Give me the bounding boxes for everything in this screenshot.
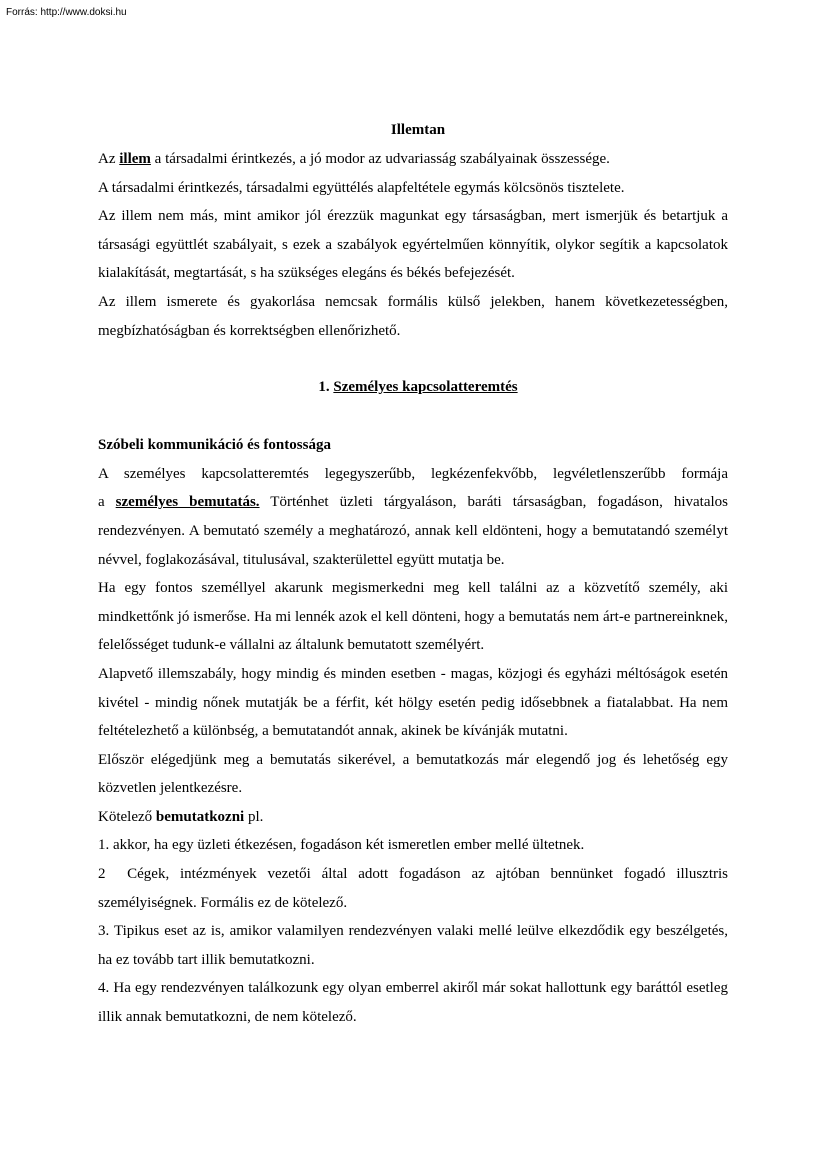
intro-p1-pre: Az xyxy=(98,151,120,167)
intro-paragraph-4: Az illem ismerete és gyakorlása nemcsak formális külső jelekben, hanem következetességben, megbízhatóságban és korrektségben ellenőrizhető. xyxy=(98,293,728,339)
subsection-paragraph-3: Alapvető illemszabály, hogy mindig és minden esetben - magas, közjogi és egyházi méltóságok esetén kivétel - mindig nőnek mutatják be a férfit, két hölgy esetén pedig idősebbnek a fiatalabbat. Ha nem feltételezhető a különbség, a bemutatandót annak, akinek be kívánják mutatni. xyxy=(98,665,728,740)
list-item: 3. Tipikus eset az is, amikor valamilyen rendezvényen valaki mellé leülve elkezdődik egy beszélgetés, ha ez tovább tart illik bemutatkozni. xyxy=(98,923,728,968)
list-item: 4. Ha egy rendezvényen találkozunk egy olyan emberrel akiről már sokat hallottunk egy baráttól esetleg illik annak bemutatkozni, de nem kötelező. xyxy=(98,980,728,1026)
subsection-paragraph-1-cont xyxy=(98,488,728,574)
sub-p5-pre: Kötelező xyxy=(98,808,156,825)
bemutatkozni-term: bemutatkozni xyxy=(155,808,245,825)
sub-p1-line1: A személyes kapcsolatteremtés legegyszerűbb, legkézenfekvőbb, legvéletlenszerűbb formája xyxy=(98,465,728,482)
document-title: Illemtan xyxy=(390,122,446,138)
source-label: Forrás: http://www.doksi.hu xyxy=(6,7,127,18)
list-item: 2 Cégek, intézmények vezetői által adott fogadáson az ajtóban bennünket fogadó illusztris személyiségnek. Formális ez de kötelező. xyxy=(98,866,732,911)
sub-p1-post: Történhet üzleti tárgyaláson, baráti társaságban, fogadáson, hivatalos rendezvényen. A bemutató személy a meghatározó, annak kell eldönteni, hogy a bemutatandó személyt névvel, foglakozásával, titulusával, szakterülettel együtt mutatja be. xyxy=(98,494,728,568)
intro-paragraph-3: Az illem nem más, mint amikor jól érezzük magunkat egy társaságban, mert ismerjük és betartjuk a társasági együttlét szabályait, s ezek a szabályok egyértelműen könnyítik, olykor segítik a kapcsolatok kialakítását, megtartását, s ha szükséges elegáns és békés befejezését. xyxy=(98,208,728,282)
subsection-paragraph-5 xyxy=(98,803,728,832)
intro-p1-post: a társadalmi érintkezés, a jó modor az udvariasság szabályainak összessége. xyxy=(150,151,610,167)
intro-paragraph-1 xyxy=(98,145,728,174)
sub-p5-post: pl. xyxy=(244,808,264,825)
bemutatas-term: személyes bemutatás. xyxy=(115,494,260,511)
intro-paragraph-2: A társadalmi érintkezés, társadalmi együttélés alapfeltétele egymás kölcsönös tisztelete. xyxy=(98,179,625,196)
document-page xyxy=(98,116,732,1032)
subsection-paragraph-4: Először elégedjünk meg a bemutatás sikerével, a bemutatkozás már elegendő jog és lehetőség egy közvetlen jelentkezésre. xyxy=(98,751,728,797)
section-title: Személyes kapcsolatteremtés xyxy=(333,379,518,396)
sub-p1-pre: a xyxy=(98,494,116,511)
subsection-heading: Szóbeli kommunikáció és fontossága xyxy=(98,437,331,454)
section-heading xyxy=(108,373,728,401)
section-number: 1. xyxy=(318,379,334,396)
illem-term: illem xyxy=(119,151,151,167)
subsection-paragraph-2: Ha egy fontos személlyel akarunk megismerkedni meg kell találni az a közvetítő személy, aki mindkettőnk jó ismerőse. Ha mi lennék azok el kell dönteni, hogy a bemutatás nem árt-e partnereinknek, felelősséget tudunk-e vállalni az általunk bemutatott személyért. xyxy=(98,580,728,654)
subsection-paragraph-1 xyxy=(98,460,728,489)
list-item: 1. akkor, ha egy üzleti étkezésen, fogadáson két ismeretlen ember mellé ültetnek. xyxy=(98,837,585,854)
